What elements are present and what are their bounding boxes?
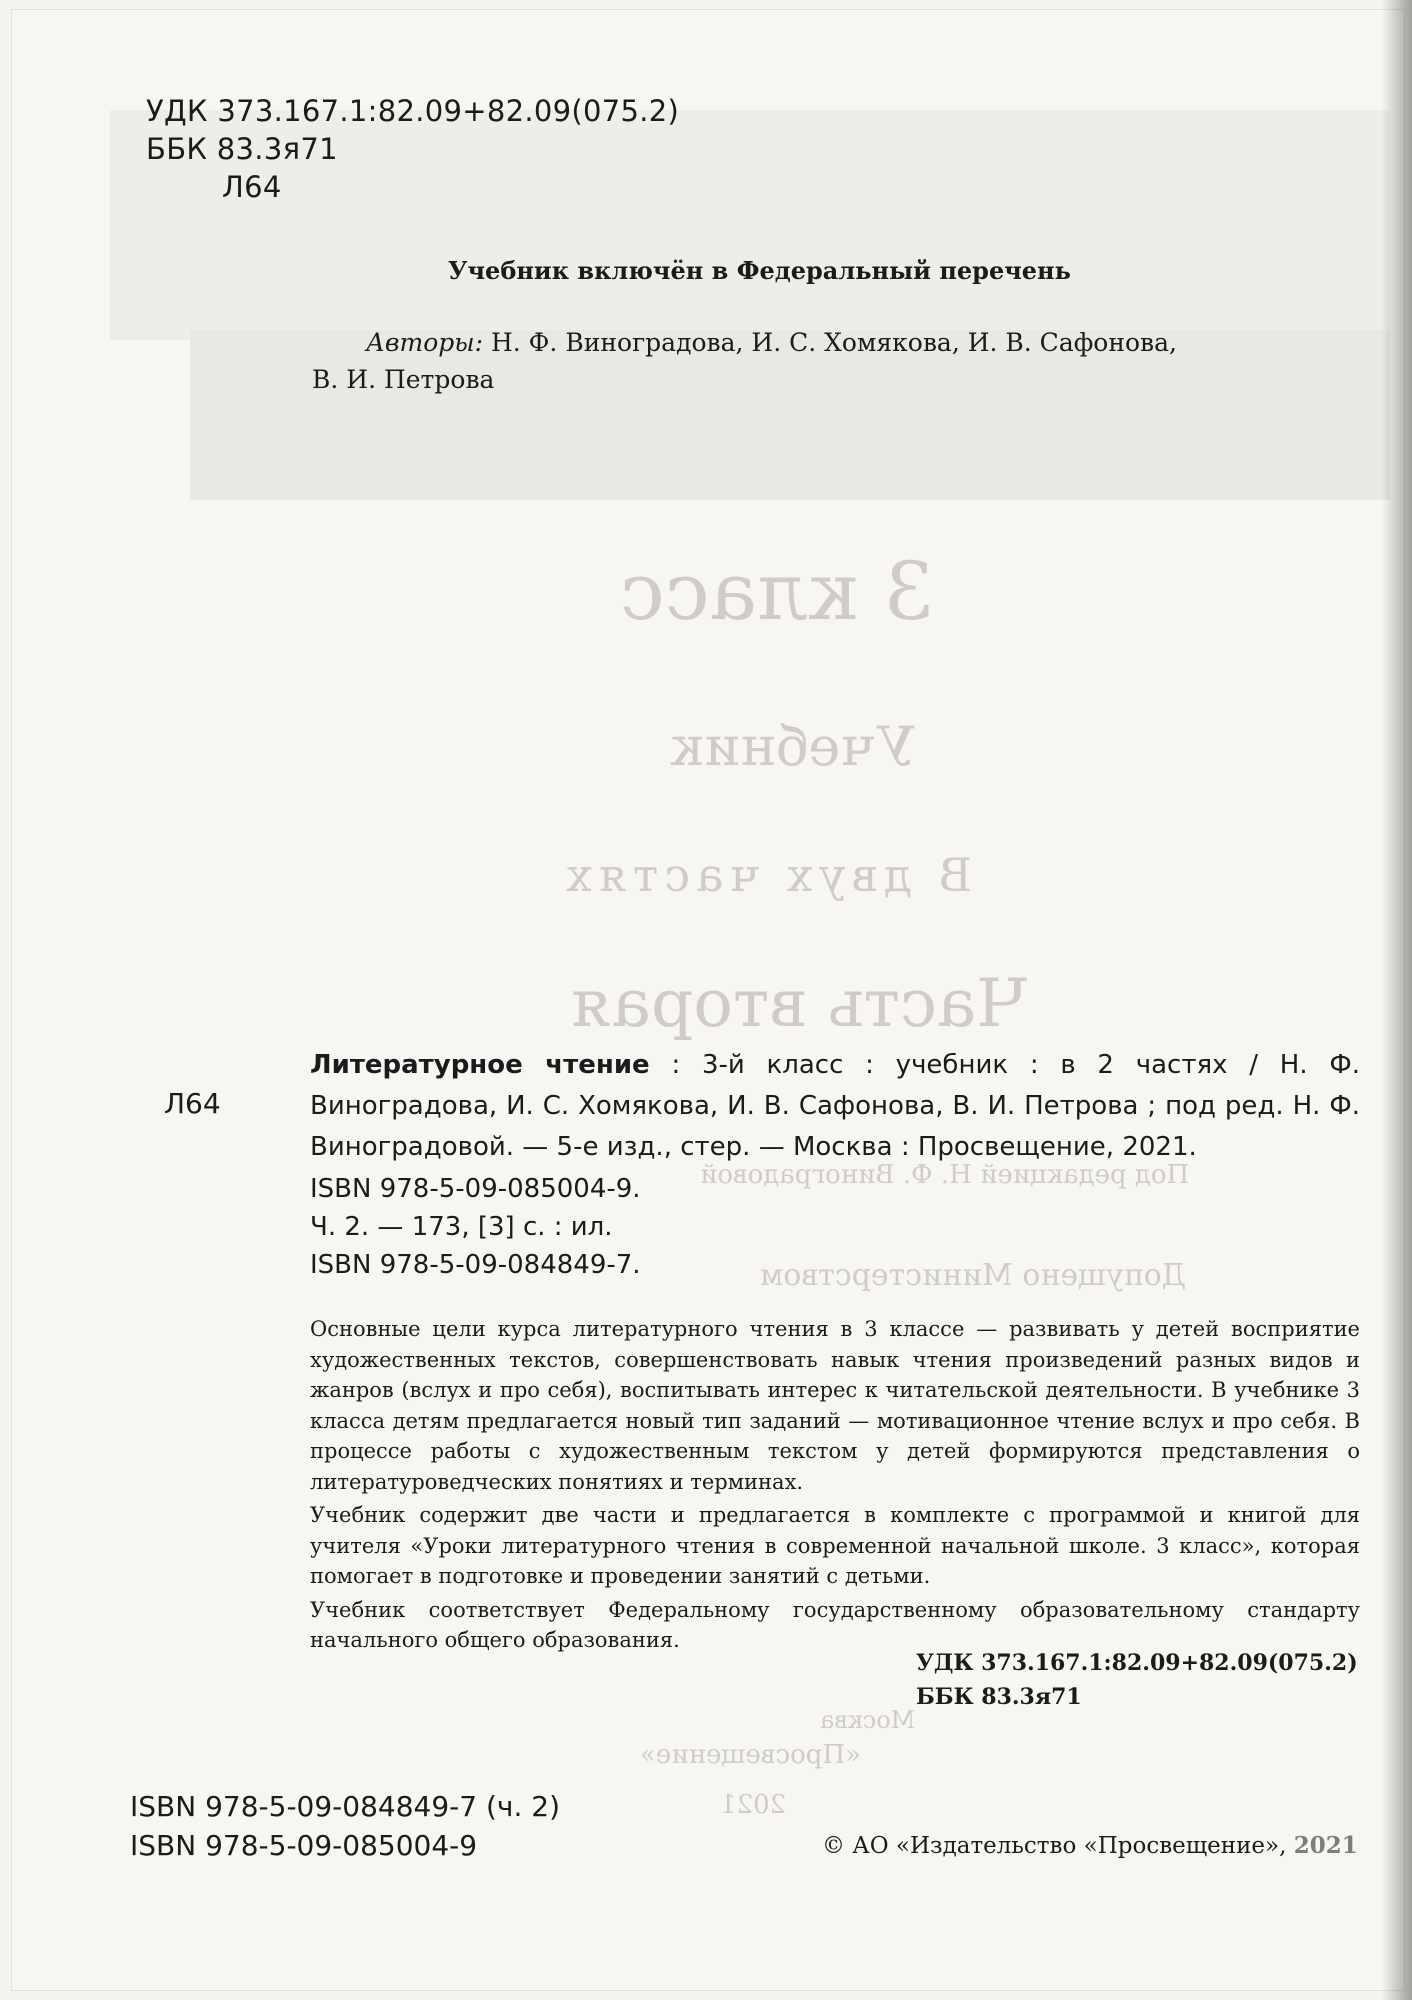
copyright: [822, 1832, 1358, 1859]
bibliographic-text: : 3-й класс : учебник : в 2 частях / Н. Ф. Виноградова, И. С. Хомякова, И. В. Сафонова, В. И. Петрова ; под ред. Н. Ф. Виноградовой. — 5-е изд., стер. — Москва : Просвещение, 2021.: [310, 1050, 1360, 1162]
annotation-paragraph: Учебник содержит две части и предлагается в комплекте с программой и книгой для учителя «Уроки литературного чтения в современной начальной школе. 3 класс», которая помогает в подготовке и проведении занятий с детьми.: [310, 1503, 1360, 1588]
udk-code: УДК 373.167.1:82.09+82.09(075.2): [146, 94, 680, 128]
authors-line-1: Н. Ф. Виноградова, И. С. Хомякова, И. В. Сафонова,: [483, 328, 1177, 357]
annotation: [310, 1314, 1360, 1656]
classification-bottom: [916, 1646, 1358, 1714]
part-info: Ч. 2. — 173, [3] с. : ил.: [310, 1212, 613, 1242]
ghost-grade: 3 класс: [620, 545, 935, 638]
page-edge-shadow: [1382, 0, 1412, 2000]
catalog-card: [310, 1045, 1360, 1284]
ghost-city: Москва: [820, 1706, 916, 1734]
ghost-editor: Под редакцией Н. Ф. Виноградовой: [700, 1160, 1190, 1190]
ghost-publisher: «Просвещение»: [640, 1740, 861, 1770]
ghost-parts: В двух частях: [560, 848, 973, 902]
ghost-year: 2021: [720, 1790, 787, 1820]
ghost-kind: Учебник: [670, 715, 915, 778]
authors-label: Авторы:: [366, 328, 484, 357]
isbn-part: ISBN 978-5-09-084849-7.: [310, 1250, 641, 1280]
isbn-set: ISBN 978-5-09-085004-9.: [310, 1174, 641, 1204]
udk-code-bottom: УДК 373.167.1:82.09+82.09(075.2): [916, 1650, 1358, 1676]
copyright-text: © АО «Издательство «Просвещение»,: [822, 1833, 1294, 1859]
copyright-year: 2021: [1293, 1832, 1358, 1859]
bibliographic-description: [310, 1045, 1360, 1168]
bbk-code: ББК 83.3я71: [146, 132, 338, 166]
footer-isbn-set: ISBN 978-5-09-085004-9: [130, 1829, 478, 1862]
bbk-code-bottom: ББК 83.3я71: [916, 1684, 1082, 1710]
catalog-author-mark: Л64: [164, 1087, 221, 1120]
authors-line-2: В. И. Петрова: [312, 365, 495, 394]
book-title: Литературное чтение: [310, 1050, 650, 1080]
annotation-paragraph: Основные цели курса литературного чтения в 3 классе — развивать у детей восприятие художественных текстов, совершенствовать навык чтения произведений разных видов и жанров (вслух и про себя), воспитывать интерес к читательской деятельности. В учебнике 3 класса детям предлагается новый тип заданий — мотивационное чтение вслух и про себя. В процессе работы с художественным текстом у детей формируются представления о литературоведческих понятиях и терминах.: [310, 1317, 1360, 1494]
footer-isbn: [130, 1787, 560, 1865]
federal-list-notice: Учебник включён в Федеральный перечень: [448, 256, 1071, 285]
authors-block: [312, 324, 1326, 398]
isbn-block: [310, 1170, 1360, 1284]
classification-top: [146, 92, 679, 206]
footer-isbn-part: ISBN 978-5-09-084849-7 (ч. 2): [130, 1790, 560, 1823]
ghost-approved: Допущено Министерством: [760, 1258, 1187, 1293]
ghost-part: Часть вторая: [570, 965, 1028, 1042]
annotation-paragraph: Учебник соответствует Федеральному государственному образовательному стандарту начального общего образования.: [310, 1597, 1360, 1652]
author-mark: Л64: [222, 170, 282, 204]
